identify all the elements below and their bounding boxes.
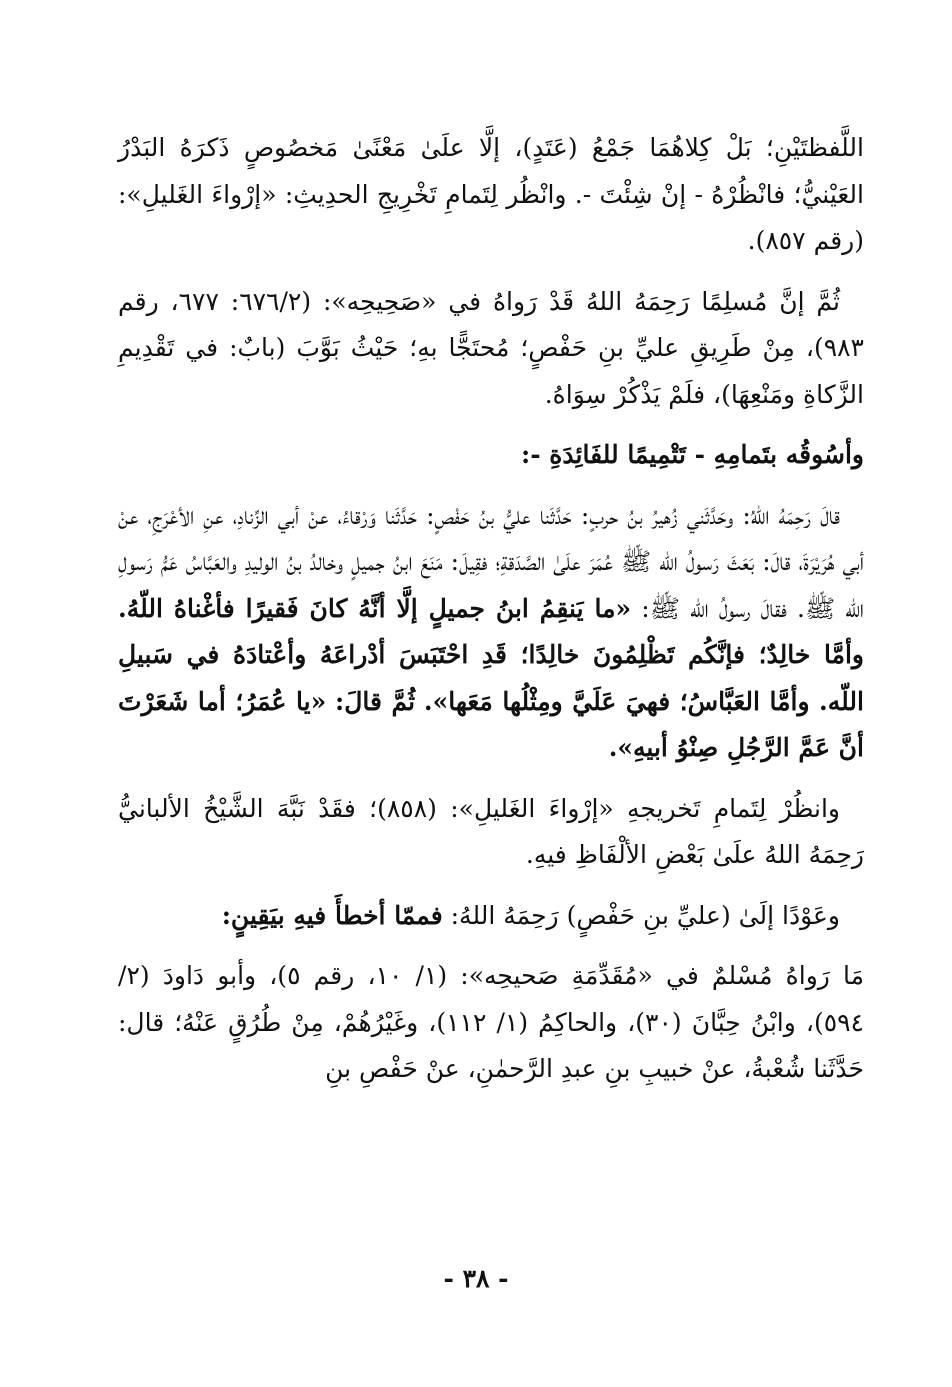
paragraph-1: اللَّفظتَيْنِ؛ بَلْ كِلاهُمَا جَمْعُ (عَتَدٍ)، إلَّا علَىٰ مَعْنًىٰ مَخصُوصٍ ذَكرَهُ البَدْرُ العَيْنيُّ؛ فانْظُرْهُ - إنْ شِئْتَ -. وانْظُر لِتَمامِ تَخْرِيجِ الحدِيثِ: «إرْواءَ الغَليلِ»: (رقم ٨٥٧). bbox=[118, 133, 864, 255]
paragraph-5: وانظُرْ لِتَمامِ تَخريجهِ «إرْواءَ الغَليلِ»: (٨٥٨)؛ فقَدْ نَبَّهَ الشَّيْخُ الألبانيُّ رَحِمَهُ اللهُ علَىٰ بَعْضِ الألْفَاظِ فيهِ. bbox=[118, 793, 864, 869]
paragraph-2: ثُمَّ إنَّ مُسلِمًا رَحِمَهُ اللهُ قَدْ رَواهُ في «صَحِيحِه»: (٦٧٦/٢: ٦٧٧، رقم ٩٨٣)، مِنْ طَرِيقِ عليِّ بنِ حَفْصٍ؛ مُحتَجًّا بهِ؛ حَيْثُ بَوَّبَ (بابٌ: في تَقْدِيمِ الزَّكاةِ ومَنْعِهَا)، فلَمْ يَذْكُرْ سِوَاهُ. bbox=[118, 286, 864, 409]
hadith-prophet-quote-2: «يا عُمَرُ؛ أما شَعَرْتَ أنَّ عَمَّ الرَّجُلِ صِنْوُ أبيهِ». bbox=[118, 686, 864, 762]
section-heading: وأسُوقُه بتَمامِهِ - تَتْمِيمًا للفَائِدَةِ -: bbox=[520, 440, 864, 469]
hadith-then-said: ثُمَّ قالَ: bbox=[335, 686, 416, 716]
hadith-prophet-quote: «ما يَنقِمُ ابنُ جميلٍ إلَّا أنَّهُ كانَ فَقيرًا فأغْناهُ اللّهُ. وأمَّا خالِدٌ؛ فإنَّكُم تَظْلِمُونَ خالِدًا؛ قَدِ احْتَبَسَ أدْراعَهُ وأعْتادَهُ في سَبيلِ اللّه. وأمَّا العَبَّاسُ؛ فهيَ عَلَيَّ ومِثْلُها مَعَها». bbox=[118, 593, 864, 716]
page-body bbox=[118, 125, 864, 1107]
hadith-paragraph bbox=[118, 493, 864, 772]
paragraph-6-text: وعَوْدًا إلَىٰ (عليِّ بنِ حَفْصٍ) رَحِمَهُ اللهُ: bbox=[450, 900, 840, 930]
paragraph-6 bbox=[118, 893, 864, 940]
paragraph-7: مَا رَواهُ مُسْلمٌ في «مُقَدِّمَةِ صَحيحِه»: (١/ ١٠، رقم ٥)، وأبو دَاودَ (٢/ ٥٩٤)، وابْنُ حِبَّانَ (٣٠)، والحاكِمُ (١/ ١١٢)، وغَيْرُهُمْ، مِنْ طُرُقٍ عَنْهُ؛ قال: حَدَّثَنا شُعْبةُ، عنْ خبيبِ بنِ عبدِ الرَّحمٰنِ، عنْ حَفْصِ بنِ bbox=[118, 961, 865, 1083]
hadith-narration-text: قالَ رَحِمَهُ اللهُ: وحَدَّثَني زُهيرُ بنُ حربٍ: حَدَّثَنا عليُّ بنُ حَفْصٍ: حَدَّثَنا وَرْقاءُ، عنْ أبي الزِّنادِ، عنِ الأعْرَجِ، عنْ أبي هُرَيْرَةَ، قالَ: بَعَثَ رَسولُ اللّه ﷺ عُمَرَ علَىٰ الصَّدَقةِ؛ فقِيلَ: مَنَعَ ابنُ جميلٍ وخالدُ بنُ الوليدِ والعَبَّاسُ عَمُّ رَسولِ اللّه ﷺ. فقالَ رسولُ اللّه ﷺ: bbox=[118, 500, 864, 623]
page-number: - ٣٨ - bbox=[443, 1264, 509, 1293]
paragraph-6-bold: فممّا أخطأَ فيهِ بيَقِينٍ: bbox=[221, 900, 443, 930]
